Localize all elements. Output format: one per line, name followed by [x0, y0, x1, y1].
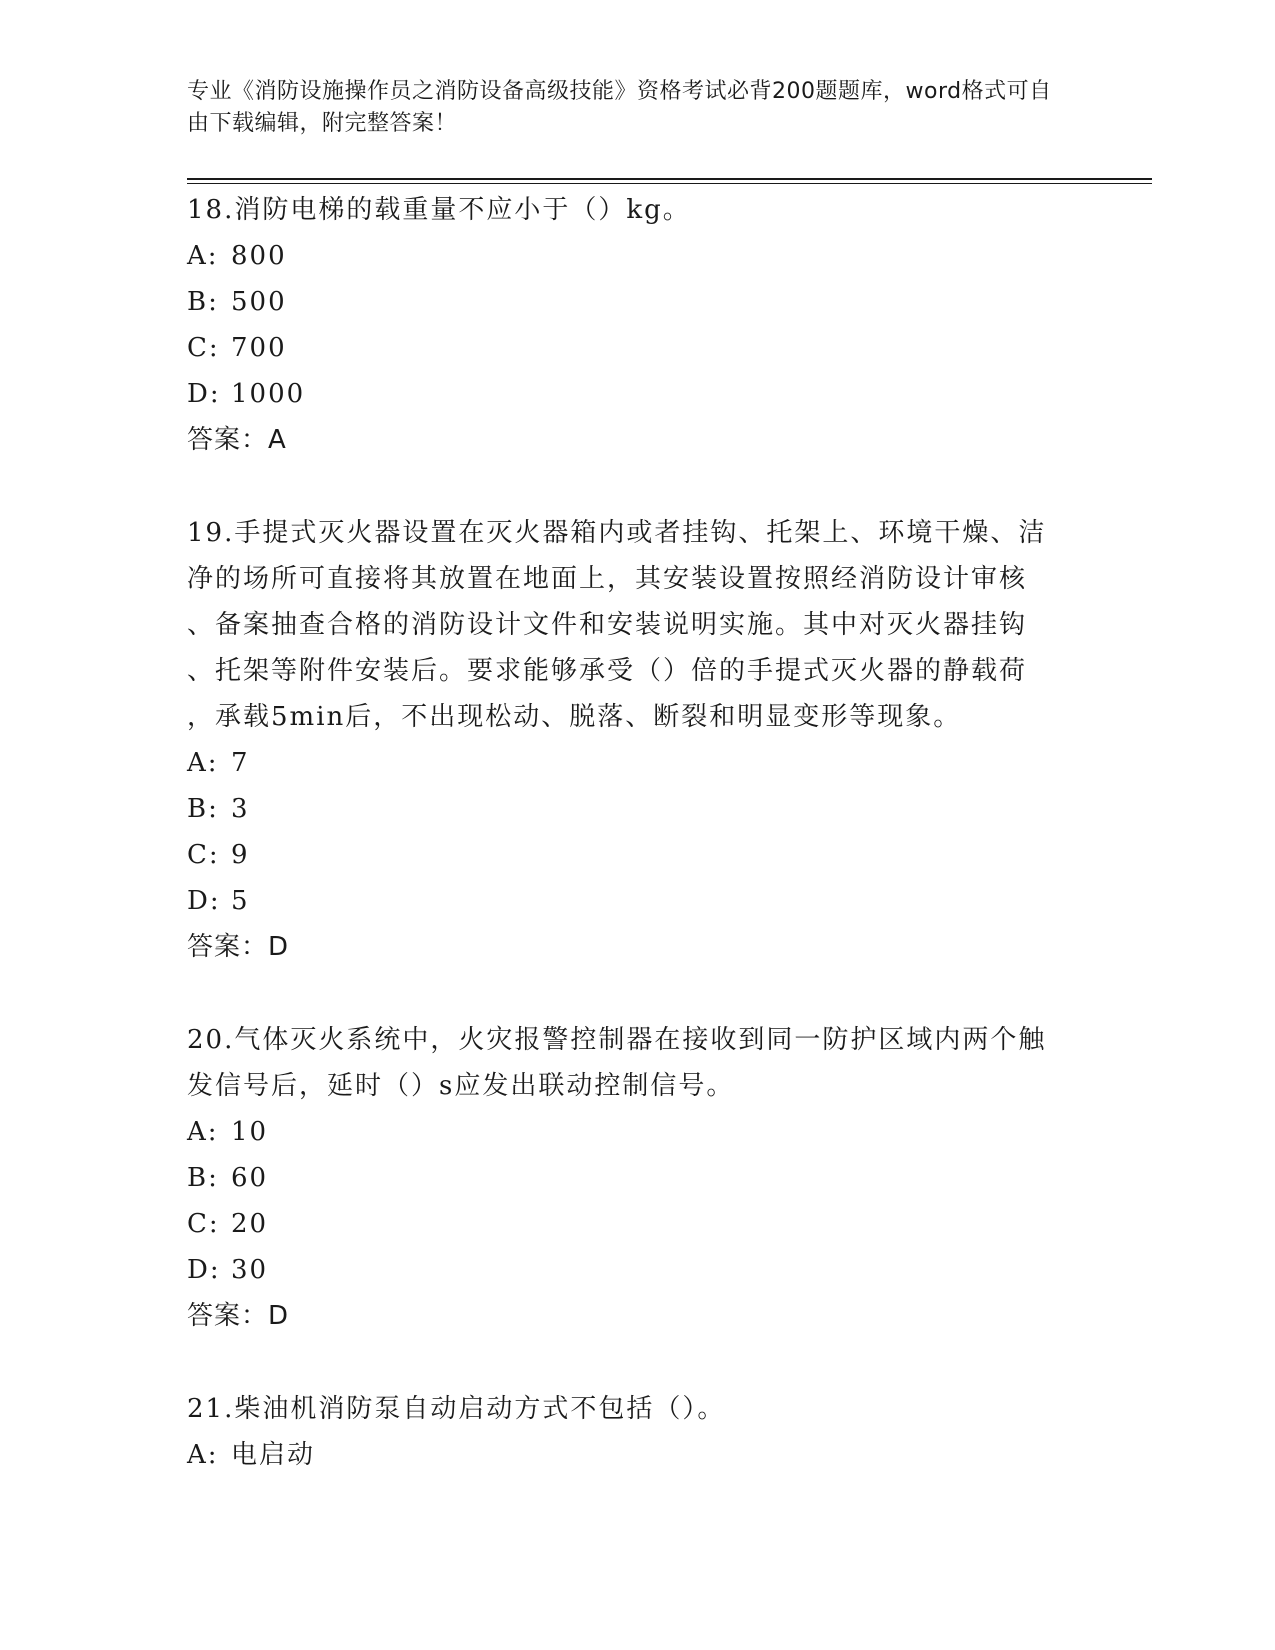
question-text: 气体灭火系统中，火灾报警控制器在接收到同一防护区域内两个触 [234, 1025, 1047, 1055]
option-text: 10 [231, 1117, 269, 1147]
header-text: 专业《消防设施操作员之消防设备高级技能》资格考试必背200题题库，word格式可自由下载编辑，附完整答案！ [187, 79, 1052, 136]
question-number: 21. [187, 1394, 235, 1424]
option-text: 500 [231, 287, 287, 317]
header-rule-thin [187, 183, 1152, 184]
option-b [187, 279, 1077, 325]
option-text: 3 [231, 794, 250, 824]
option-text: 7 [231, 748, 250, 778]
option-letter: C: [187, 840, 220, 870]
option-c [187, 832, 1077, 878]
option-text: 电启动 [231, 1440, 316, 1470]
question-text: 柴油机消防泵自动启动方式不包括（）。 [234, 1394, 726, 1424]
question-text: 手提式灭火器设置在灭火器箱内或者挂钩、托架上、环境干燥、洁 [234, 518, 1047, 548]
question-stem [187, 1017, 1077, 1109]
option-text: 20 [231, 1209, 269, 1239]
option-d [187, 1247, 1077, 1293]
option-letter: B: [187, 287, 219, 317]
question-number: 18. [187, 195, 235, 225]
question-stem-line [187, 1017, 1077, 1063]
header-rule-thick [187, 178, 1152, 180]
question-stem [187, 1386, 1077, 1432]
option-b [187, 786, 1077, 832]
option-a [187, 233, 1077, 279]
option-letter: C: [187, 1209, 220, 1239]
question-stem-line: 发信号后，延时（）s应发出联动控制信号。 [187, 1071, 735, 1101]
option-d [187, 878, 1077, 924]
option-text: 800 [231, 241, 287, 271]
option-a [187, 1109, 1077, 1155]
option-text: 60 [231, 1163, 269, 1193]
option-letter: D: [187, 379, 221, 409]
answer-line: 答案：D [187, 1301, 290, 1331]
option-letter: B: [187, 794, 219, 824]
question-stem-line: 、备案抽查合格的消防设计文件和安装说明实施。其中对灭火器挂钩 [187, 610, 1028, 640]
option-a [187, 1432, 1077, 1478]
question-stem-line: 、托架等附件安装后。要求能够承受（）倍的手提式灭火器的静载荷 [187, 656, 1028, 686]
option-letter: A: [187, 1440, 219, 1470]
option-letter: D: [187, 1255, 221, 1285]
option-letter: A: [187, 748, 219, 778]
question-number: 19. [187, 518, 235, 548]
document-header [187, 76, 1067, 140]
option-c [187, 1201, 1077, 1247]
question-20 [187, 1017, 1077, 1339]
question-list [187, 187, 1077, 1525]
question-21 [187, 1386, 1077, 1478]
answer-line: 答案：D [187, 932, 290, 962]
question-19 [187, 510, 1077, 970]
question-stem [187, 510, 1077, 740]
option-text: 9 [231, 840, 250, 870]
question-stem-line [187, 510, 1077, 556]
option-letter: B: [187, 1163, 219, 1193]
answer-line: 答案：A [187, 425, 287, 455]
option-text: 1000 [231, 379, 306, 409]
option-letter: C: [187, 333, 220, 363]
question-stem-line: ，承载5min后，不出现松动、脱落、断裂和明显变形等现象。 [187, 702, 962, 732]
question-stem [187, 187, 1077, 233]
option-letter: D: [187, 886, 221, 916]
option-text: 30 [231, 1255, 269, 1285]
option-b [187, 1155, 1077, 1201]
option-text: 700 [231, 333, 287, 363]
option-letter: A: [187, 241, 219, 271]
question-number: 20. [187, 1025, 235, 1055]
option-text: 5 [231, 886, 250, 916]
question-stem-line: 净的场所可直接将其放置在地面上，其安装设置按照经消防设计审核 [187, 564, 1028, 594]
option-d [187, 371, 1077, 417]
option-c [187, 325, 1077, 371]
option-a [187, 740, 1077, 786]
question-18 [187, 187, 1077, 463]
question-text: 消防电梯的载重量不应小于（）kg。 [234, 195, 691, 225]
option-letter: A: [187, 1117, 219, 1147]
